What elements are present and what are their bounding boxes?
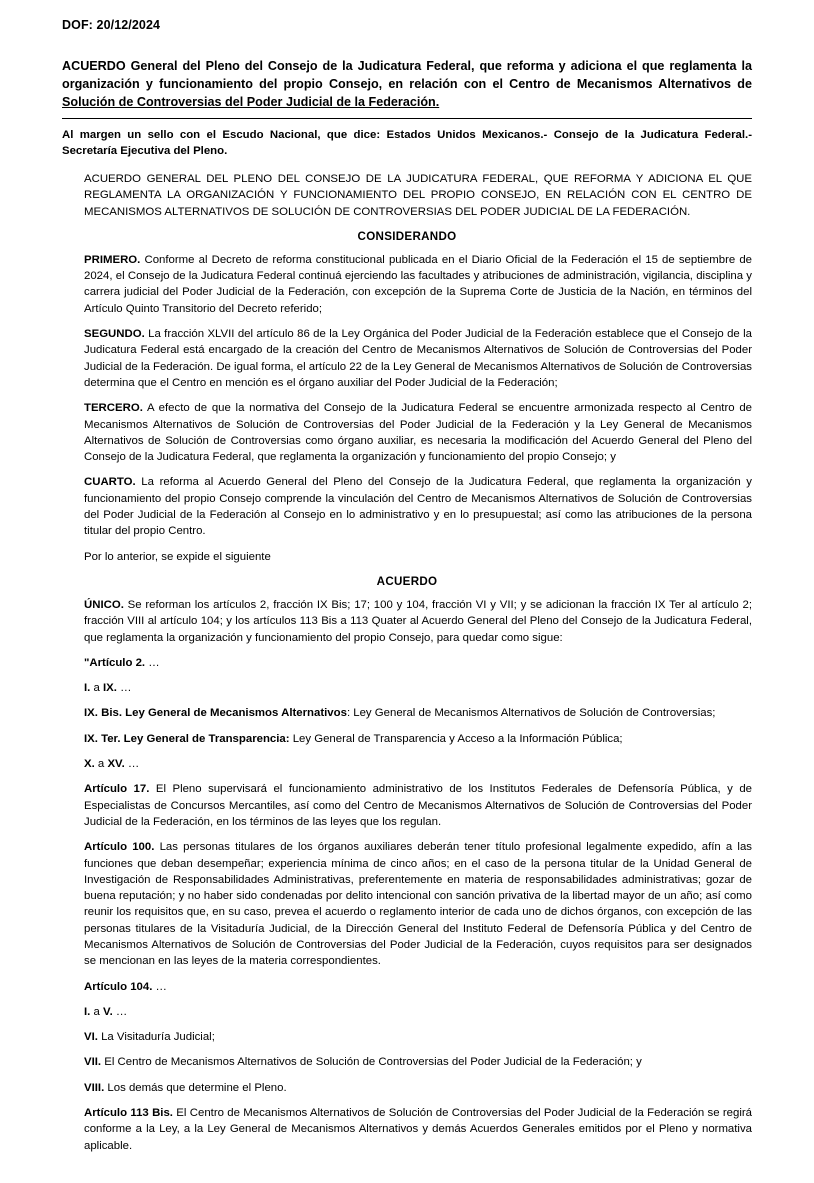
article-item <box>62 1080 752 1096</box>
article-item <box>62 839 752 969</box>
article-lead-2: V. <box>103 1005 113 1018</box>
article-text: Ley General de Transparencia y Acceso a la Información Pública; <box>289 732 623 745</box>
article-item <box>62 655 752 671</box>
article-lead: VIII. <box>84 1081 105 1094</box>
article-lead-2: XV. <box>107 758 125 771</box>
article-text: a <box>90 682 104 695</box>
considerando-cuarto-text: La reforma al Acuerdo General del Pleno del Consejo de la Judicatura Federal, que reglamenta la organización y funcionamiento del propio Consejo comprende la vinculación del Centro de Mecanismos Alternativos de Solución de Controversias del Poder Judicial de la Federación al Consejo en lo administrativo y en lo presupuestal; así como las atribuciones de la persona titular del propio Centro. <box>84 476 752 538</box>
article-item <box>62 781 752 830</box>
article-lead: I. <box>84 682 91 695</box>
article-text-2: … <box>124 758 140 771</box>
article-text: El Pleno supervisará el funcionamiento administrativo de los Institutos Federales de Defensoría Pública, y de Especialistas de Concursos Mercantiles, así como del Centro de Mecanismos Alternativos de Solución de Controversias del Poder Judicial de la Federación, en los términos de las leyes que los regulan. <box>84 783 752 828</box>
article-text: Los demás que determine el Pleno. <box>104 1081 287 1094</box>
considerando-segundo-text: La fracción XLVII del artículo 86 de la Ley Orgánica del Poder Judicial de la Federación establece que el Consejo de la Judicatura Federal está encargado de la creación del Centro de Mecanismos Alternativos de Solución de Controversias del Poder Judicial de la Federación. De igual forma, el artículo 22 de la Ley General de Mecanismos Alternativos de Solución de Controversias determina que el Centro en mención es el órgano auxiliar del Poder Judicial de la Federación; <box>84 328 752 389</box>
article-text: … <box>145 656 160 669</box>
article-text: a <box>94 758 108 771</box>
considerando-primero-lead: PRIMERO. <box>84 253 141 266</box>
article-text: El Centro de Mecanismos Alternativos de Solución de Controversias del Poder Judicial de la Federación se regirá conforme a la Ley, a la Ley General de Mecanismos Alternativos y demás Acuerdos Generales emitidos por el Pleno y normativa aplicable. <box>84 1107 752 1152</box>
article-item <box>62 979 752 995</box>
considerando-segundo <box>62 326 752 391</box>
considerando-tercero-lead: TERCERO. <box>84 402 143 415</box>
article-text: a <box>90 1005 104 1018</box>
article-lead: VI. <box>84 1031 98 1044</box>
article-lead: Artículo 104. <box>84 980 153 993</box>
title-divider <box>62 118 752 119</box>
article-lead: Artículo 17. <box>84 783 150 796</box>
article-text: : Ley General de Mecanismos Alternativos de Solución de Controversias; <box>346 707 716 720</box>
article-lead: Artículo 100. <box>84 841 155 854</box>
article-item <box>62 680 752 696</box>
heading-considerando: CONSIDERANDO <box>357 229 457 243</box>
article-text: El Centro de Mecanismos Alternativos de Solución de Controversias del Poder Judicial de la Federación; y <box>101 1056 642 1069</box>
por-lo-anterior-paragraph: Por lo anterior, se expide el siguiente <box>84 550 271 563</box>
article-item <box>62 1105 752 1154</box>
article-lead: VII. <box>84 1056 102 1069</box>
considerando-tercero <box>62 400 752 465</box>
unico-paragraph <box>62 597 752 646</box>
article-item <box>62 1054 752 1070</box>
considerando-cuarto <box>62 474 752 539</box>
caps-intro-paragraph: ACUERDO GENERAL DEL PLENO DEL CONSEJO DE LA JUDICATURA FEDERAL, QUE REFORMA Y ADICIONA EL QUE REGLAMENTA LA ORGANIZACIÓN Y FUNCIONAMIENTO DEL PROPIO CONSEJO, EN RELACIÓN CON EL CENTRO DE MECANISMOS ALTERNATIVOS DE SOLUCIÓN DE CONTROVERSIAS DEL PODER JUDICIAL DE LA FEDERACIÓN. <box>84 173 752 218</box>
article-item <box>62 756 752 772</box>
unico-lead: ÚNICO. <box>84 598 124 611</box>
considerando-tercero-text: A efecto de que la normativa del Consejo de la Judicatura Federal se encuentre armonizada respecto al Centro de Mecanismos Alternativos de Solución de Controversias del Poder Judicial de la Federación y la Ley General de Mecanismos Alternativos de Solución de Controversias como órgano auxiliar, es necesaria la modificación del Acuerdo General del Pleno del Consejo de la Judicatura Federal, que reglamenta la organización y funcionamiento del propio Consejo; y <box>84 402 752 464</box>
article-item <box>62 705 752 721</box>
article-item <box>62 1004 752 1020</box>
article-lead: IX. Bis. Ley General de Mecanismos Alternativos <box>84 707 347 720</box>
considerando-primero <box>62 252 752 317</box>
article-lead-2: IX. <box>103 682 117 695</box>
document-title-rest: General del Pleno del Consejo de la Judicatura Federal, que reforma y adiciona el que reglamenta la organización y funcionamiento del propio Consejo, en relación con el Centro de Mecanismos Alternativos de <box>62 59 752 91</box>
unico-text: Se reforman los artículos 2, fracción IX Bis; 17; 100 y 104, fracción VI y VII; y se adicionan la fracción IX Ter al artículo 2; fracción VIII al artículo 104; y los artículos 113 Bis a 113 Quater al Acuerdo General del Pleno del Consejo de la Judicatura Federal, que reglamenta la organización y funcionamiento del propio Consejo, para quedar como sigue: <box>84 598 752 644</box>
document-title-underlined: Solución de Controversias del Poder Judicial de la Federación. <box>62 94 440 109</box>
considerando-primero-text: Conforme al Decreto de reforma constitucional publicada en el Diario Oficial de la Federación el 15 de septiembre de 2024, el Consejo de la Judicatura Federal continuá ejerciendo las facultades y atribuciones de administración, vigilancia, disciplina y carrera judicial del Poder Judicial de la Federación, con excepción de la Suprema Corte de Justicia de la Nación, en términos del Artículo Quinto Transitorio del Decreto referido; <box>84 253 752 315</box>
considerando-cuarto-lead: CUARTO. <box>84 476 136 489</box>
margin-seal-note: Al margen un sello con el Escudo Nacional, que dice: Estados Unidos Mexicanos.- Consejo de la Judicatura Federal.- Secretaría Ejecutiva del Pleno. <box>62 128 752 157</box>
article-lead: X. <box>84 758 95 771</box>
article-text: La Visitaduría Judicial; <box>97 1031 215 1044</box>
article-item <box>62 731 752 747</box>
document-title <box>62 58 752 112</box>
article-lead: "Artículo 2. <box>84 656 146 669</box>
article-lead: Artículo 113 Bis. <box>84 1107 173 1120</box>
article-text: Las personas titulares de los órganos auxiliares deberán tener título profesional legalmente expedido, afín a las funciones que deban desempeñar; experiencia mínima de cinco años; en el caso de la persona titular de la Unidad General de Investigación de Responsabilidades Administrativas, preferentemente en materia de responsabilidades administrativas; gozar de buena reputación; y no haber sido condenadas por delito intencional con sanción privativa de la libertad mayor de un año; así como reunir los requisitos que, en su caso, prevea el acuerdo o reglamento interior de cada uno de dichos órganos, con excepción de las personas titulares de la Visitaduría Judicial, de la Dirección General del Instituto Federal de Defensoría Pública y del Centro de Mecanismos Alternativos de Solución de Controversias del Poder Judicial de la Federación, cuyos requisitos para ser designados se mencionan en las leyes de la materia correspondientes. <box>84 841 752 968</box>
article-text: … <box>152 980 167 993</box>
article-lead: IX. Ter. Ley General de Transparencia: <box>84 732 290 745</box>
dof-date-label: DOF: 20/12/2024 <box>62 18 161 32</box>
document-title-lead: ACUERDO <box>62 59 126 73</box>
considerando-segundo-lead: SEGUNDO. <box>84 328 145 341</box>
article-lead: I. <box>84 1005 91 1018</box>
article-item <box>62 1029 752 1045</box>
article-text-2: … <box>112 1005 128 1018</box>
heading-acuerdo: ACUERDO <box>376 574 438 588</box>
article-text-2: … <box>116 682 132 695</box>
